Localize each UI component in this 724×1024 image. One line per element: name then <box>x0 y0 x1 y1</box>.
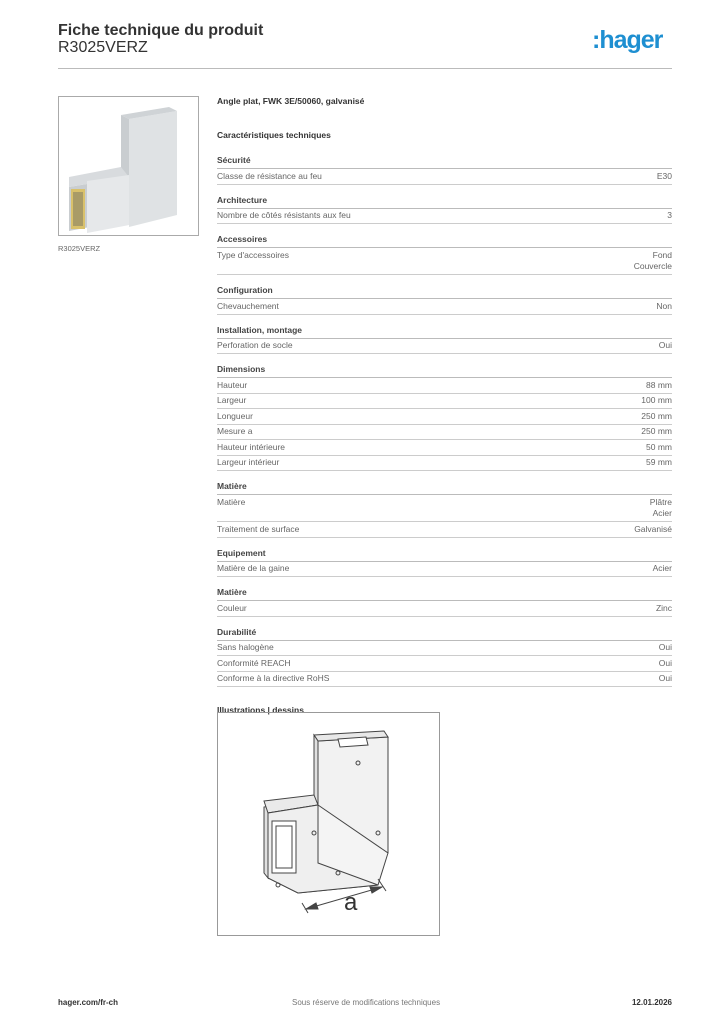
hager-logo: :hager <box>592 26 663 54</box>
spec-row <box>217 641 672 657</box>
spec-value-line: 59 mm <box>646 457 672 467</box>
section-title: Matière <box>217 481 672 495</box>
spec-label: Mesure a <box>217 426 253 436</box>
spec-row <box>217 409 672 425</box>
spec-label: Traitement de surface <box>217 523 300 534</box>
spec-value <box>657 171 672 183</box>
spec-row <box>217 209 672 225</box>
photo-caption: R3025VERZ <box>58 244 101 253</box>
spec-section <box>217 195 672 225</box>
spec-row <box>217 522 672 538</box>
spec-value <box>656 603 672 615</box>
spec-row <box>217 601 672 617</box>
spec-row <box>217 248 672 275</box>
header-divider <box>58 68 672 69</box>
spec-row <box>217 562 672 578</box>
spec-value <box>659 673 672 685</box>
spec-section <box>217 481 672 538</box>
spec-label: Type d'accessoires <box>217 249 290 260</box>
spec-label: Sans halogène <box>217 642 274 652</box>
spec-section <box>217 325 672 355</box>
spec-value <box>650 497 672 520</box>
characteristics-title: Caractéristiques techniques <box>217 130 331 140</box>
section-title: Durabilité <box>217 627 672 641</box>
spec-label: Conformité REACH <box>217 657 291 668</box>
footer-website[interactable]: hager.com/fr-ch <box>58 998 119 1007</box>
section-title: Configuration <box>217 285 672 299</box>
spec-value-line: 250 mm <box>641 426 672 436</box>
section-title: Equipement <box>217 548 672 562</box>
spec-row <box>217 656 672 672</box>
spec-label: Classe de résistance au feu <box>217 170 322 181</box>
spec-value-line: Zinc <box>655 602 672 613</box>
spec-value <box>653 563 672 575</box>
spec-label: Longueur <box>217 410 253 421</box>
spec-value-line: Fond <box>652 249 672 260</box>
spec-value-line: 50 mm <box>646 441 672 452</box>
spec-value-line: Couvercle <box>633 261 672 271</box>
spec-label: Matière <box>217 496 246 507</box>
spec-value-line: Non <box>656 300 672 311</box>
spec-value-line: Oui <box>658 340 672 350</box>
spec-value-line: Acier <box>652 563 672 573</box>
spec-row <box>217 339 672 355</box>
spec-row <box>217 394 672 410</box>
spec-row <box>217 299 672 315</box>
spec-label: Hauteur <box>217 379 248 390</box>
spec-value-line: 250 mm <box>641 410 672 421</box>
spec-label: Perforation de socle <box>217 340 293 350</box>
spec-value-line: 100 mm <box>641 395 672 405</box>
spec-section <box>217 587 672 617</box>
product-photo <box>58 96 199 236</box>
section-title: Dimensions <box>217 364 672 378</box>
section-title: Installation, montage <box>217 325 672 339</box>
product-description: Angle plat, FWK 3E/50060, galvanisé <box>217 96 365 106</box>
spec-row <box>217 672 672 688</box>
spec-content <box>217 96 672 715</box>
spec-label: Hauteur intérieure <box>217 441 286 452</box>
spec-label: Largeur intérieur <box>217 457 280 467</box>
spec-label: Couleur <box>217 602 247 613</box>
footer-date: 12.01.2026 <box>631 998 672 1007</box>
spec-row <box>217 169 672 185</box>
spec-value-line: Plâtre <box>649 496 672 507</box>
spec-row <box>217 495 672 522</box>
spec-value <box>667 210 672 222</box>
spec-value <box>659 658 672 670</box>
spec-value <box>634 524 672 536</box>
spec-section <box>217 627 672 688</box>
spec-value <box>646 380 672 392</box>
spec-value-line: 3 <box>667 210 672 220</box>
dimension-label-a: a <box>344 889 358 916</box>
spec-sections <box>217 155 672 687</box>
spec-section <box>217 285 672 315</box>
spec-value-line: Galvanisé <box>634 523 672 534</box>
spec-row <box>217 456 672 472</box>
spec-value-line: Oui <box>658 642 672 652</box>
section-title: Architecture <box>217 195 672 209</box>
spec-value <box>659 340 672 352</box>
footer-disclaimer: Sous réserve de modifications techniques <box>292 998 441 1007</box>
spec-section <box>217 548 672 578</box>
spec-value-line: E30 <box>656 170 672 181</box>
spec-row <box>217 425 672 441</box>
spec-value <box>646 442 672 454</box>
spec-value <box>641 426 672 438</box>
section-title: Matière <box>217 587 672 601</box>
illustrations-title: Illustrations | dessins <box>217 705 304 715</box>
spec-value <box>646 457 672 469</box>
spec-label: Matière de la gaine <box>217 563 290 573</box>
product-reference: R3025VERZ <box>58 39 148 56</box>
spec-section <box>217 364 672 471</box>
spec-value-line: 88 mm <box>646 379 672 390</box>
spec-label: Conforme à la directive RoHS <box>217 673 330 683</box>
page-title: Fiche technique du produit <box>58 22 264 39</box>
technical-drawing <box>217 712 440 936</box>
spec-row <box>217 378 672 394</box>
spec-row <box>217 440 672 456</box>
spec-value <box>656 301 672 313</box>
spec-value <box>659 642 672 654</box>
spec-label: Chevauchement <box>217 300 279 311</box>
section-title: Sécurité <box>217 155 672 169</box>
spec-value <box>641 411 672 423</box>
spec-value-line: Acier <box>652 508 672 518</box>
spec-value-line: Oui <box>658 673 672 683</box>
spec-section <box>217 155 672 185</box>
spec-label: Largeur <box>217 395 247 405</box>
section-title: Accessoires <box>217 234 672 248</box>
spec-section <box>217 234 672 275</box>
spec-label: Nombre de côtés résistants aux feu <box>217 210 351 220</box>
spec-value-line: Oui <box>658 657 672 668</box>
spec-value <box>634 250 672 273</box>
spec-value <box>641 395 672 407</box>
